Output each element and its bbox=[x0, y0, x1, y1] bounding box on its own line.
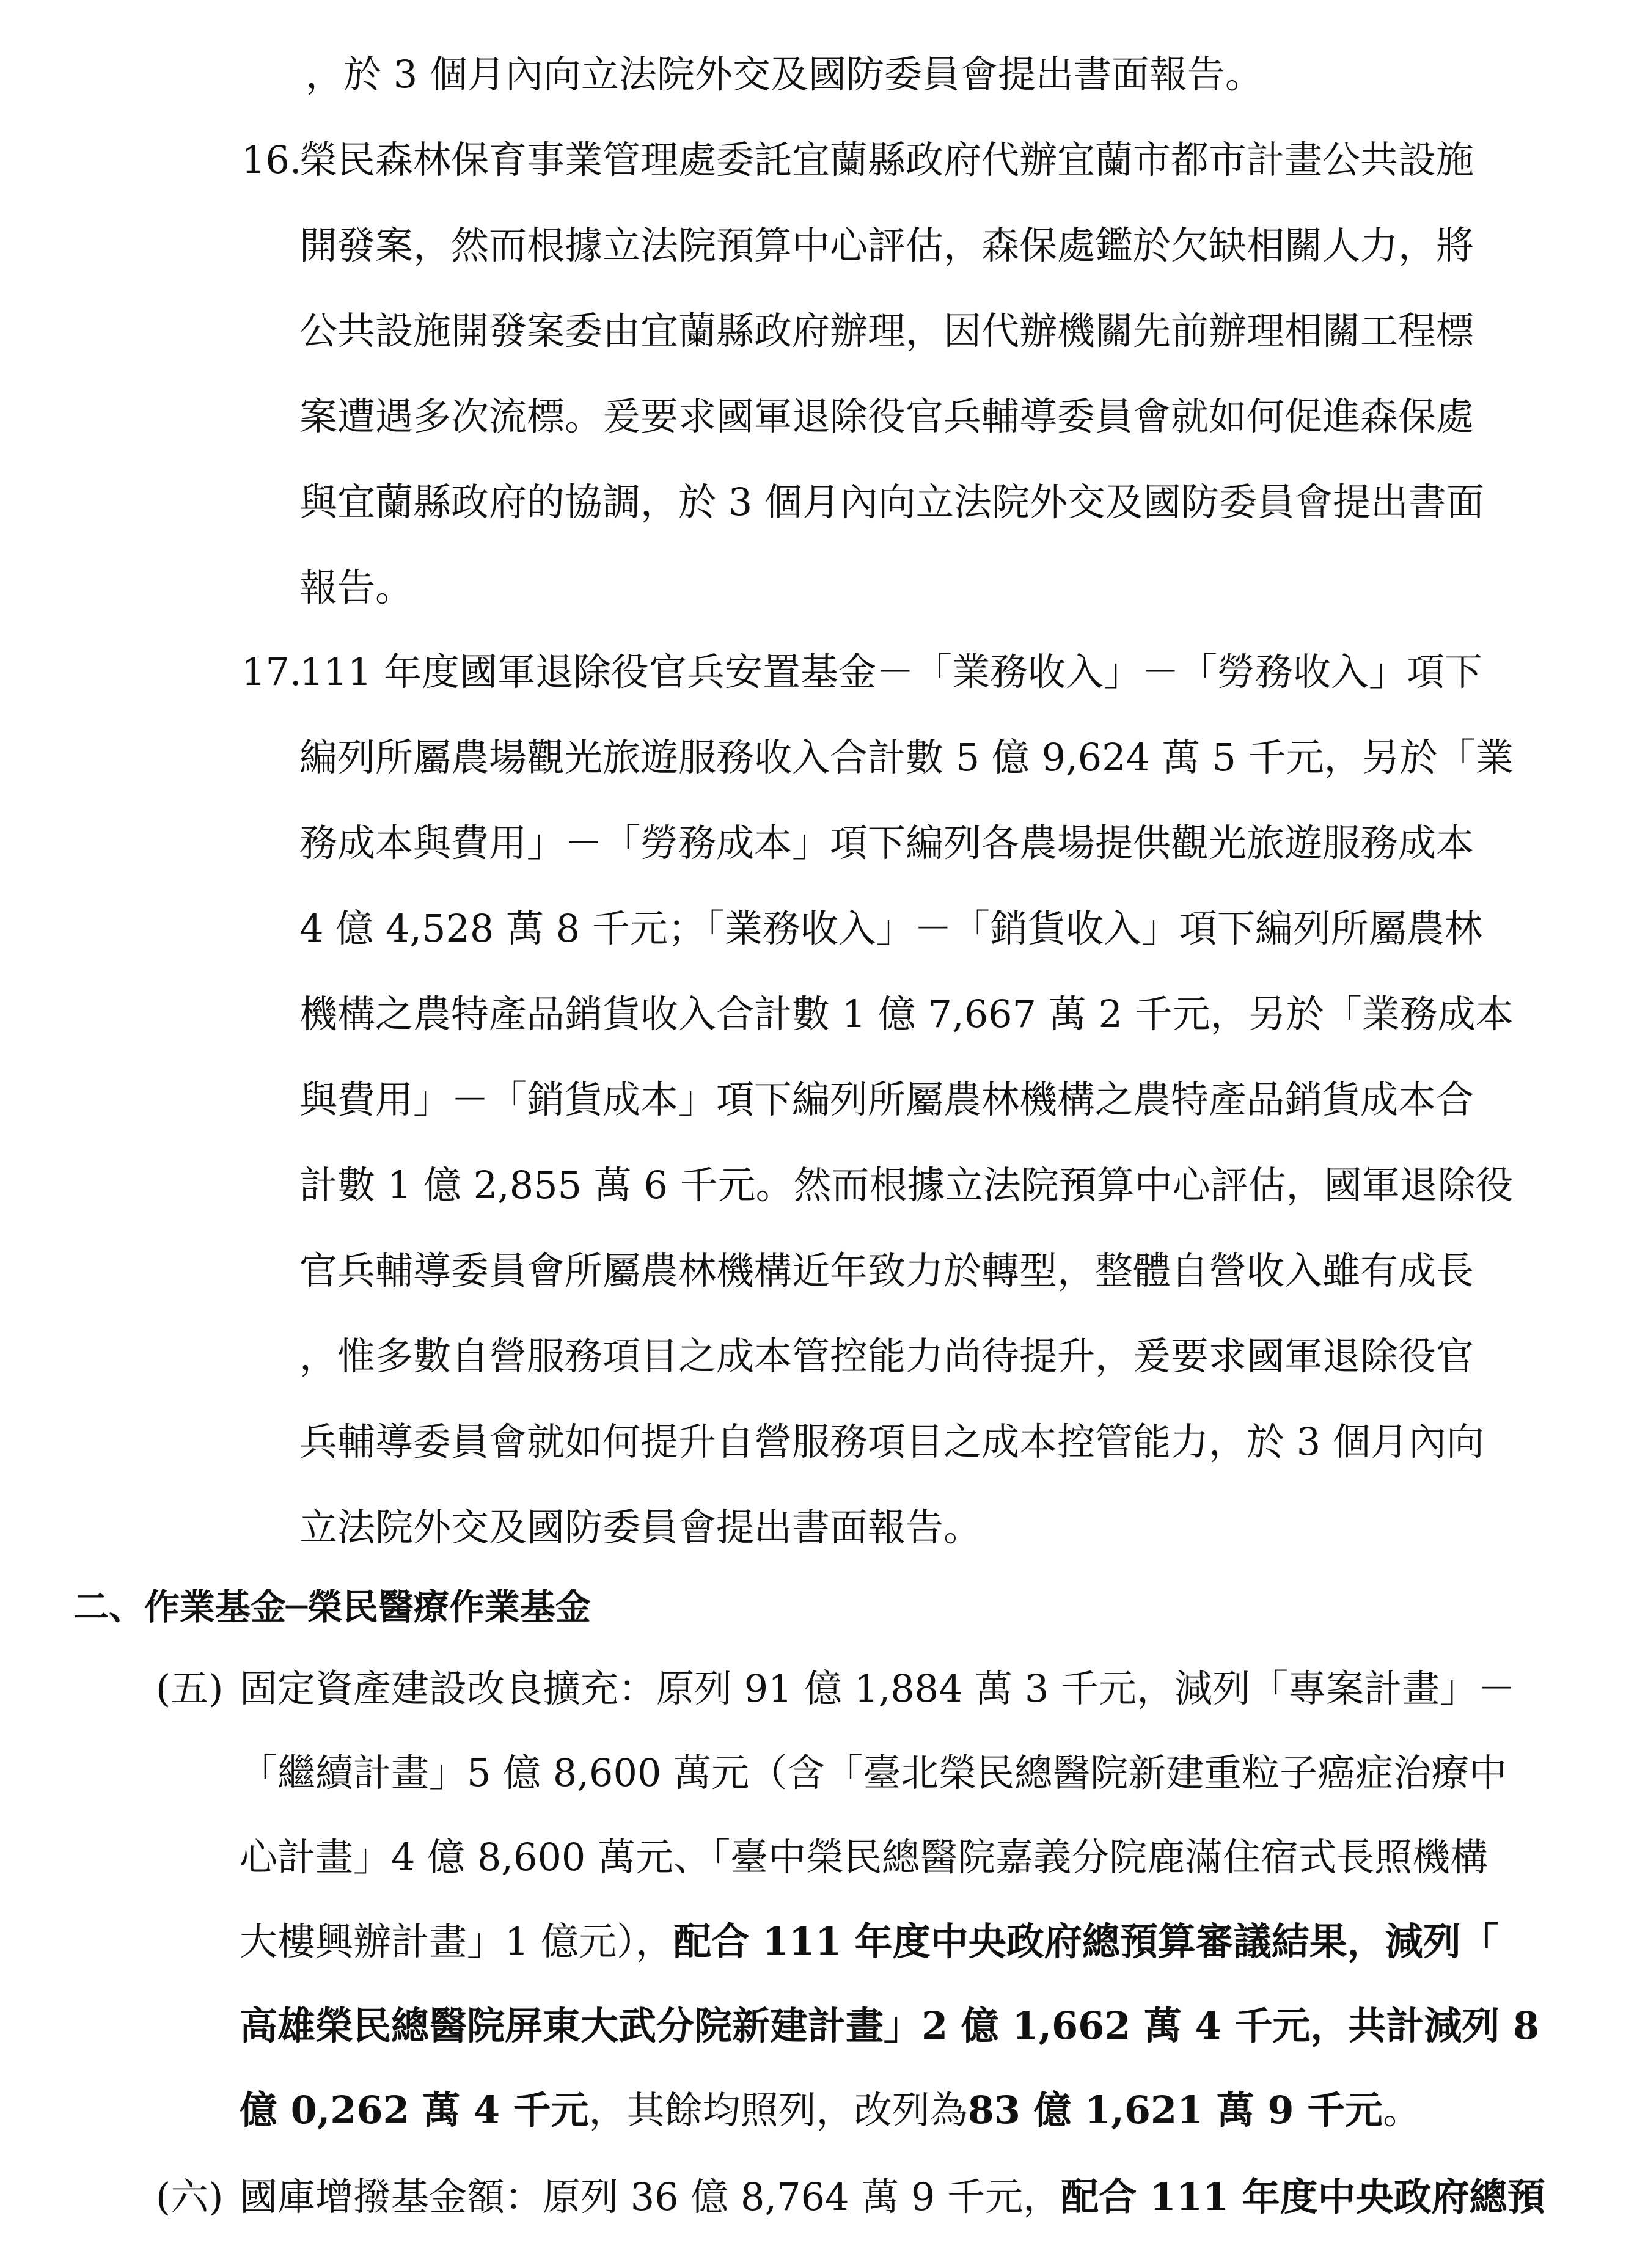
item-17-line-7: 計數 1 億 2,855 萬 6 千元。然而根據立法院預算中心評估，國軍退除役 bbox=[299, 1163, 1514, 1207]
item-5-line-6-text: ，其餘均照列，改列為 bbox=[588, 2088, 968, 2132]
item-17-line-1: 111 年度國軍退除役官兵安置基金－「業務收入」－「勞務收入」項下 bbox=[299, 649, 1483, 694]
item-5-line-4-text: 大樓興辦計畫」1 億元）， bbox=[240, 1919, 674, 1964]
section-heading: 二、作業基金─榮民醫療作業基金 bbox=[73, 1586, 591, 1628]
item-17-line-11: 立法院外交及國防委員會提出書面報告。 bbox=[299, 1505, 982, 1549]
item-17-line-10: 兵輔導委員會就如何提升自營服務項目之成本控管能力，於 3 個月內向 bbox=[299, 1419, 1484, 1464]
item-5-line-4 bbox=[240, 1917, 1499, 1966]
item-16-line-3: 公共設施開發案委由宜蘭縣政府辦理，因代辦機關先前辦理相關工程標 bbox=[299, 309, 1474, 353]
item-5-line-6-end: 。 bbox=[1383, 2088, 1421, 2132]
item-5-line-2: 「繼續計畫」5 億 8,600 萬元（含「臺北榮民總醫院新建重粒子癌症治療中 bbox=[240, 1750, 1507, 1795]
item-6-line-1-text: 國庫增撥基金額：原列 36 億 8,764 萬 9 千元， bbox=[240, 2175, 1061, 2219]
item-5-line-6-bold-1: 億 0,262 萬 4 千元 bbox=[240, 2088, 589, 2132]
item-15-tail-line: ，於 3 個月內向立法院外交及國防委員會提出書面報告。 bbox=[306, 52, 1263, 97]
item-16-line-1: 榮民森林保育事業管理處委託宜蘭縣政府代辦宜蘭市都市計畫公共設施 bbox=[299, 137, 1474, 182]
item-5-line-3: 心計畫」4 億 8,600 萬元、「臺中榮民總醫院嘉義分院鹿滿住宿式長照機構 bbox=[240, 1835, 1489, 1879]
item-16-line-2: 開發案，然而根據立法院預算中心評估，森保處鑑於欠缺相關人力，將 bbox=[299, 223, 1474, 268]
item-5-line-4-bold: 配合 111 年度中央政府總預算審議結果，減列「 bbox=[673, 1919, 1499, 1964]
item-16-number: 16. bbox=[241, 137, 302, 182]
item-16-line-5: 與宜蘭縣政府的協調，於 3 個月內向立法院外交及國防委員會提出書面 bbox=[299, 480, 1484, 524]
item-17-line-3: 務成本與費用」－「勞務成本」項下編列各農場提供觀光旅遊服務成本 bbox=[299, 821, 1474, 865]
item-6-label: (六) bbox=[156, 2175, 224, 2219]
item-5-line-6-bold-2: 83 億 1,621 萬 9 千元 bbox=[967, 2088, 1383, 2132]
item-6-line-1-bold: 配合 111 年度中央政府總預 bbox=[1061, 2175, 1545, 2219]
item-6-line-1 bbox=[240, 2173, 1545, 2222]
item-5-line-5: 高雄榮民總醫院屏東大武分院新建計畫」2 億 1,662 萬 4 千元，共計減列 8 bbox=[240, 2003, 1540, 2048]
item-17-line-6: 與費用」－「銷貨成本」項下編列所屬農林機構之農特產品銷貨成本合 bbox=[299, 1077, 1474, 1122]
item-17-line-4: 4 億 4,528 萬 8 千元；「業務收入」－「銷貨收入」項下編列所屬農林 bbox=[299, 906, 1482, 951]
item-16-line-6: 報告。 bbox=[299, 565, 414, 610]
item-17-number: 17. bbox=[241, 649, 302, 694]
item-16-line-4: 案遭遇多次流標。爰要求國軍退除役官兵輔導委員會就如何促進森保處 bbox=[299, 394, 1474, 439]
item-17-line-8: 官兵輔導委員會所屬農林機構近年致力於轉型，整體自營收入雖有成長 bbox=[299, 1248, 1474, 1293]
item-17-line-2: 編列所屬農場觀光旅遊服務收入合計數 5 億 9,624 萬 5 千元，另於「業 bbox=[299, 735, 1514, 780]
item-17-line-9: ，惟多數自營服務項目之成本管控能力尚待提升，爰要求國軍退除役官 bbox=[299, 1334, 1474, 1378]
item-17-line-5: 機構之農特產品銷貨收入合計數 1 億 7,667 萬 2 千元，另於「業務成本 bbox=[299, 992, 1514, 1036]
item-5-line-1: 固定資產建設改良擴充：原列 91 億 1,884 萬 3 千元，減列「專案計畫」－ bbox=[240, 1666, 1516, 1711]
item-5-label: (五) bbox=[156, 1666, 224, 1711]
item-5-line-6 bbox=[240, 2086, 1421, 2135]
